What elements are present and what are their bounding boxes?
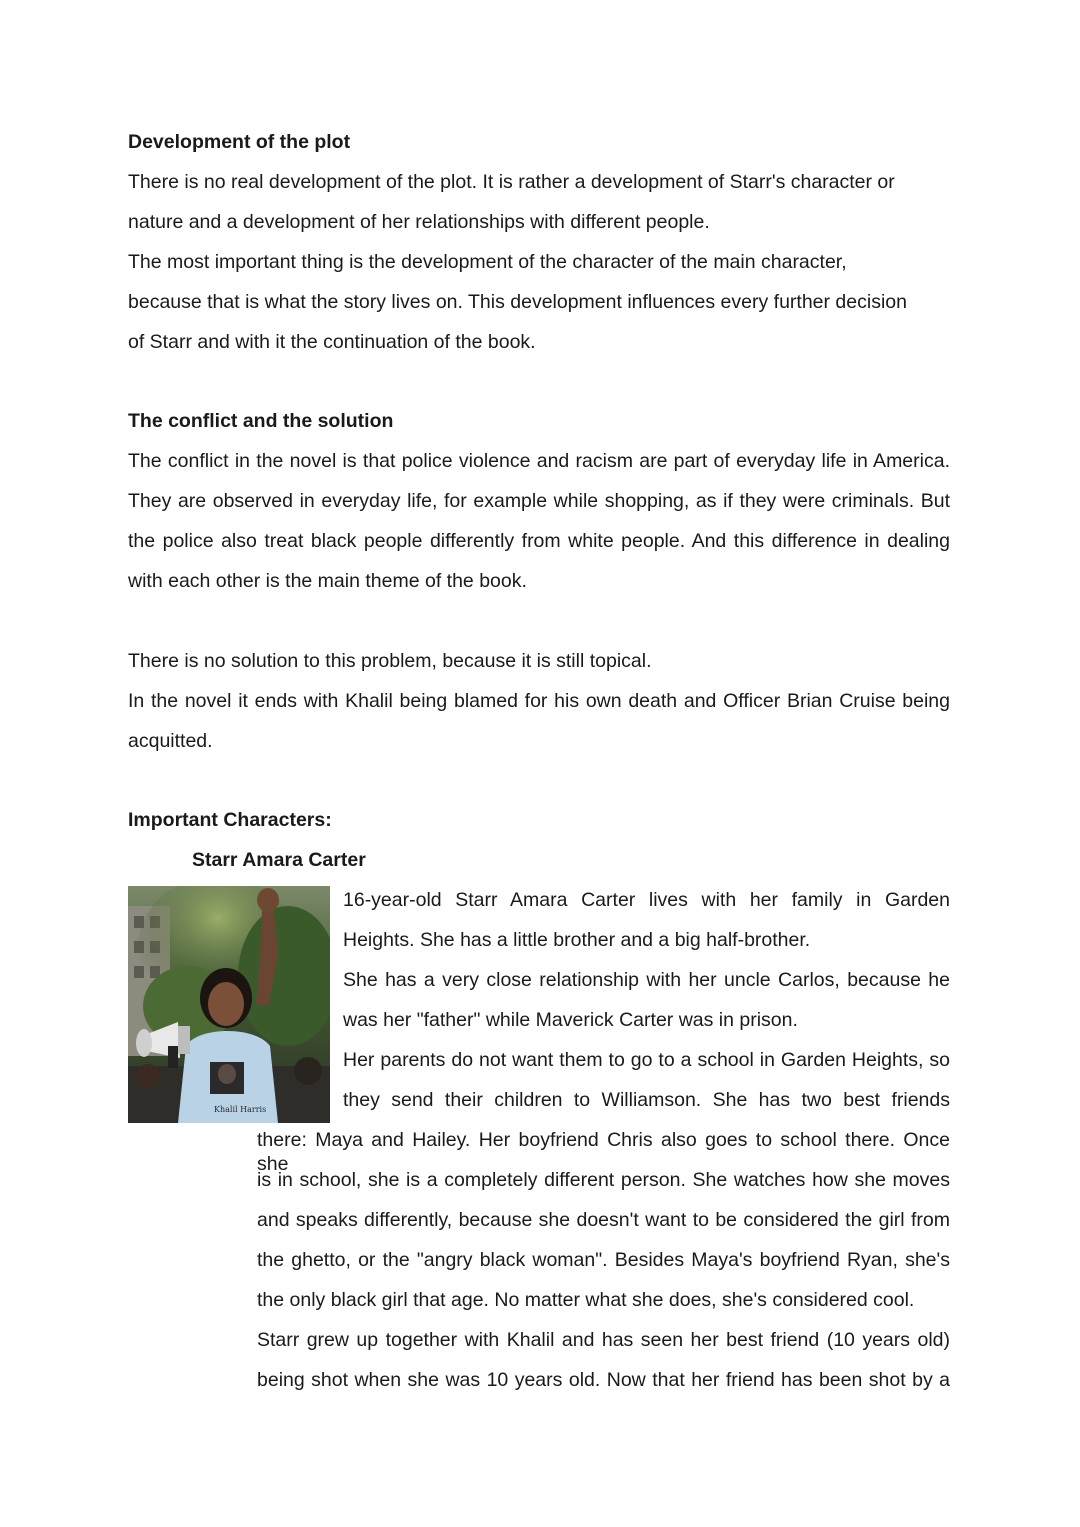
paragraph-line: The most important thing is the development of the character of the main character,: [128, 251, 847, 273]
paragraph-line: There is no real development of the plot. It is rather a development of Starr's character or: [128, 171, 895, 193]
paragraph-line: the police also treat black people differently from white people. And this difference in dealing: [128, 530, 950, 552]
heading-important-characters: Important Characters:: [128, 809, 332, 831]
character-text-line: was her "father" while Maverick Carter was in prison.: [343, 1009, 798, 1031]
heading-conflict-solution: The conflict and the solution: [128, 410, 394, 432]
paragraph-line: nature and a development of her relationships with different people.: [128, 211, 710, 233]
paragraph-line: In the novel it ends with Khalil being blamed for his own death and Officer Brian Cruise being: [128, 690, 950, 712]
character-text-line: Her parents do not want them to go to a school in Garden Heights, so: [343, 1049, 950, 1071]
paragraph-line: acquitted.: [128, 730, 213, 752]
character-name-starr: Starr Amara Carter: [192, 849, 366, 871]
character-text-line: the only black girl that age. No matter what she does, she's considered cool.: [257, 1289, 915, 1311]
paragraph-line: The conflict in the novel is that police violence and racism are part of everyday life in America.: [128, 450, 950, 472]
shirt-print-text: Khalil Harris: [214, 1105, 267, 1114]
paragraph-line: with each other is the main theme of the book.: [128, 570, 527, 592]
character-text-line: and speaks differently, because she doesn't want to be considered the girl from: [257, 1209, 950, 1231]
character-text-line: She has a very close relationship with her uncle Carlos, because he: [343, 969, 950, 991]
character-text-line: being shot when she was 10 years old. Now that her friend has been shot by a: [257, 1369, 950, 1391]
character-text-line: there: Maya and Hailey. Her boyfriend Chris also goes to school there. Once she: [257, 1129, 950, 1175]
heading-plot-development: Development of the plot: [128, 131, 351, 153]
starr-photo: [128, 886, 330, 1123]
character-text-line: Heights. She has a little brother and a big half-brother.: [343, 929, 811, 951]
paragraph-line: They are observed in everyday life, for example while shopping, as if they were criminals. But: [128, 490, 950, 512]
character-text-line: 16-year-old Starr Amara Carter lives with her family in Garden: [343, 889, 950, 911]
paragraph-line: because that is what the story lives on. This development influences every further decision: [128, 291, 907, 313]
character-text-line: Starr grew up together with Khalil and has seen her best friend (10 years old): [257, 1329, 950, 1351]
paragraph-line: There is no solution to this problem, because it is still topical.: [128, 650, 652, 672]
character-text-line: the ghetto, or the "angry black woman". Besides Maya's boyfriend Ryan, she's: [257, 1249, 950, 1271]
paragraph-line: of Starr and with it the continuation of the book.: [128, 331, 536, 353]
character-text-line: they send their children to Williamson. She has two best friends: [343, 1089, 950, 1111]
character-text-line: is in school, she is a completely different person. She watches how she moves: [257, 1169, 950, 1191]
